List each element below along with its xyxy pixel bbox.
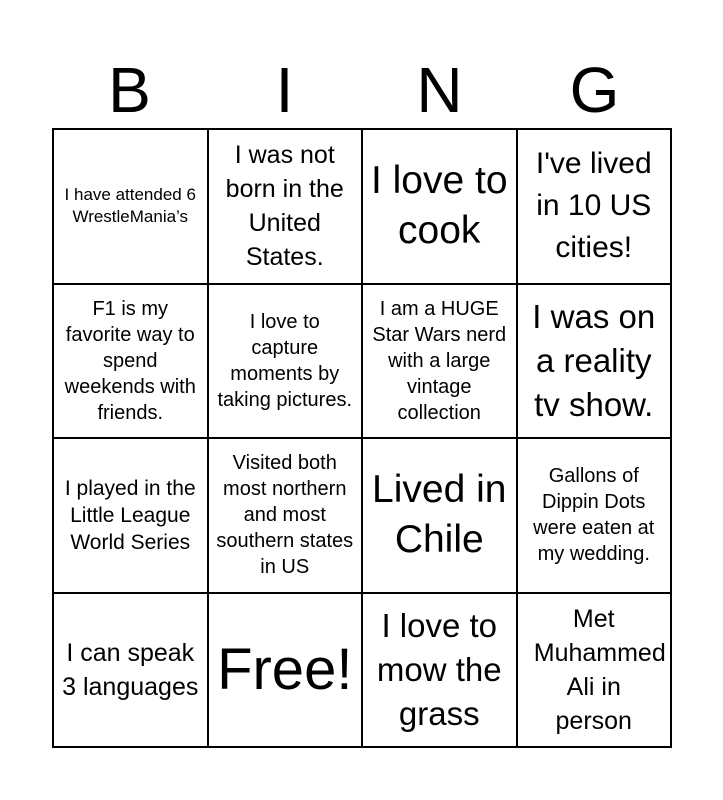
cell-text: I played in the Little League World Series (64, 476, 196, 554)
bingo-cell-r2c2[interactable] (208, 284, 363, 439)
bingo-cell-r3c1[interactable] (53, 438, 208, 593)
bingo-cell-r4c4[interactable] (517, 593, 672, 748)
bingo-cell-r2c1[interactable] (53, 284, 208, 439)
header-letter-g: G (569, 54, 620, 126)
header-letter-b: B (108, 54, 151, 126)
bingo-cell-r4c3[interactable] (362, 593, 517, 748)
bingo-cell-r2c4[interactable] (517, 284, 672, 439)
cell-text: I was on a reality tv show. (532, 297, 656, 423)
bingo-cell-r1c2[interactable] (208, 129, 363, 284)
bingo-board (52, 128, 672, 748)
bingo-cell-r3c4[interactable] (517, 438, 672, 593)
cell-text: I can speak 3 languages (62, 638, 199, 701)
cell-text: Free! (217, 636, 353, 702)
cell-text: F1 is my favorite way to spend weekends with friends. (64, 297, 196, 424)
bingo-cell-r2c3[interactable] (362, 284, 517, 439)
bingo-cell-r1c1[interactable] (53, 129, 208, 284)
bingo-cell-r3c3[interactable] (362, 438, 517, 593)
cell-text: I am a HUGE Star Wars nerd with a large vintage collection (372, 297, 507, 424)
cell-text: I was not born in the United States. (225, 141, 344, 272)
cell-text: Lived in Chile (372, 468, 507, 562)
bingo-cell-r1c4[interactable] (517, 129, 672, 284)
bingo-cell-r4c1[interactable] (53, 593, 208, 748)
cell-text: I love to mow the grass (376, 606, 502, 732)
cell-text: Gallons of Dippin Dots were eaten at my wedding. (533, 465, 655, 566)
cell-text: Met Muhammed Ali in person (533, 604, 666, 735)
bingo-header (52, 50, 672, 130)
bingo-cell-r3c2[interactable] (208, 438, 363, 593)
cell-text: I love to capture moments by taking pictures. (217, 310, 352, 411)
cell-text: Visited both most northern and most southern states in US (216, 452, 354, 579)
cell-text: I have attended 6 WrestleMania’s (64, 185, 196, 227)
cell-text: I love to cook (370, 159, 508, 253)
header-letter-i: I (275, 54, 294, 126)
bingo-cell-r1c3[interactable] (362, 129, 517, 284)
header-letter-n: N (416, 54, 463, 126)
cell-text: I've lived in 10 US cities! (535, 147, 652, 265)
bingo-cell-free[interactable] (208, 593, 363, 748)
